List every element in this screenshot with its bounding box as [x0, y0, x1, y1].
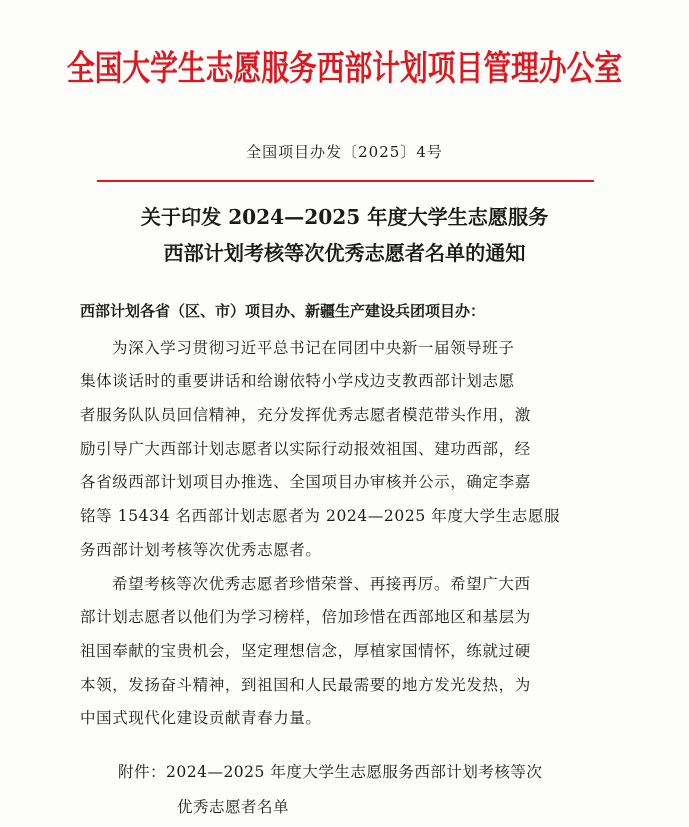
red-divider-line: [97, 180, 594, 182]
paragraph-2-line: 部计划志愿者以他们为学习榜样，倍加珍惜在西部地区和基层为: [80, 608, 531, 626]
attachment-line-2: 优秀志愿者名单: [177, 798, 290, 816]
attachment-line-1: 附件：2024—2025 年度大学生志愿服务西部计划考核等次: [118, 763, 543, 781]
paragraph-2-line: 祖国奉献的宝贵机会，坚定理想信念，厚植家国情怀，练就过硬: [80, 642, 531, 660]
paragraph-1-line: 务西部计划考核等次优秀志愿者。: [80, 541, 322, 559]
paragraph-1-line: 者服务队队员回信精神，充分发挥优秀志愿者模范带头作用，激: [80, 406, 531, 424]
notice-title-line-1: 关于印发 2024—2025 年度大学生志愿服务: [140, 205, 549, 229]
paragraph-2-line: 希望考核等次优秀志愿者珍惜荣誉、再接再厉。希望广大西: [112, 575, 531, 593]
paragraph-1-line: 为深入学习贯彻习近平总书记在同团中央新一届领导班子: [112, 339, 515, 357]
notice-title-line-2: 西部计划考核等次优秀志愿者名单的通知: [163, 241, 526, 265]
paragraph-1-line: 集体谈话时的重要讲话和给谢依特小学戍边支教西部计划志愿: [80, 372, 515, 390]
salutation: 西部计划各省（区、市）项目办、新疆生产建设兵团项目办：: [80, 302, 486, 320]
paragraph-2-line: 中国式现代化建设贡献青春力量。: [80, 709, 322, 727]
paragraph-2-line: 本领，发扬奋斗精神，到祖国和人民最需要的地方发光发热，为: [80, 676, 531, 694]
paragraph-1-line: 励引导广大西部计划志愿者以实际行动报效祖国、建功西部，经: [80, 440, 531, 458]
paragraph-1-line: 铭等 15434 名西部计划志愿者为 2024—2025 年度大学生志愿服: [80, 507, 561, 525]
paragraph-1-line: 各省级西部计划项目办推选、全国项目办审核并公示，确定李嘉: [80, 473, 531, 491]
org-header-title: 全国大学生志愿服务西部计划项目管理办公室: [66, 47, 623, 89]
document-number: 全国项目办发〔2025〕4号: [246, 143, 443, 161]
